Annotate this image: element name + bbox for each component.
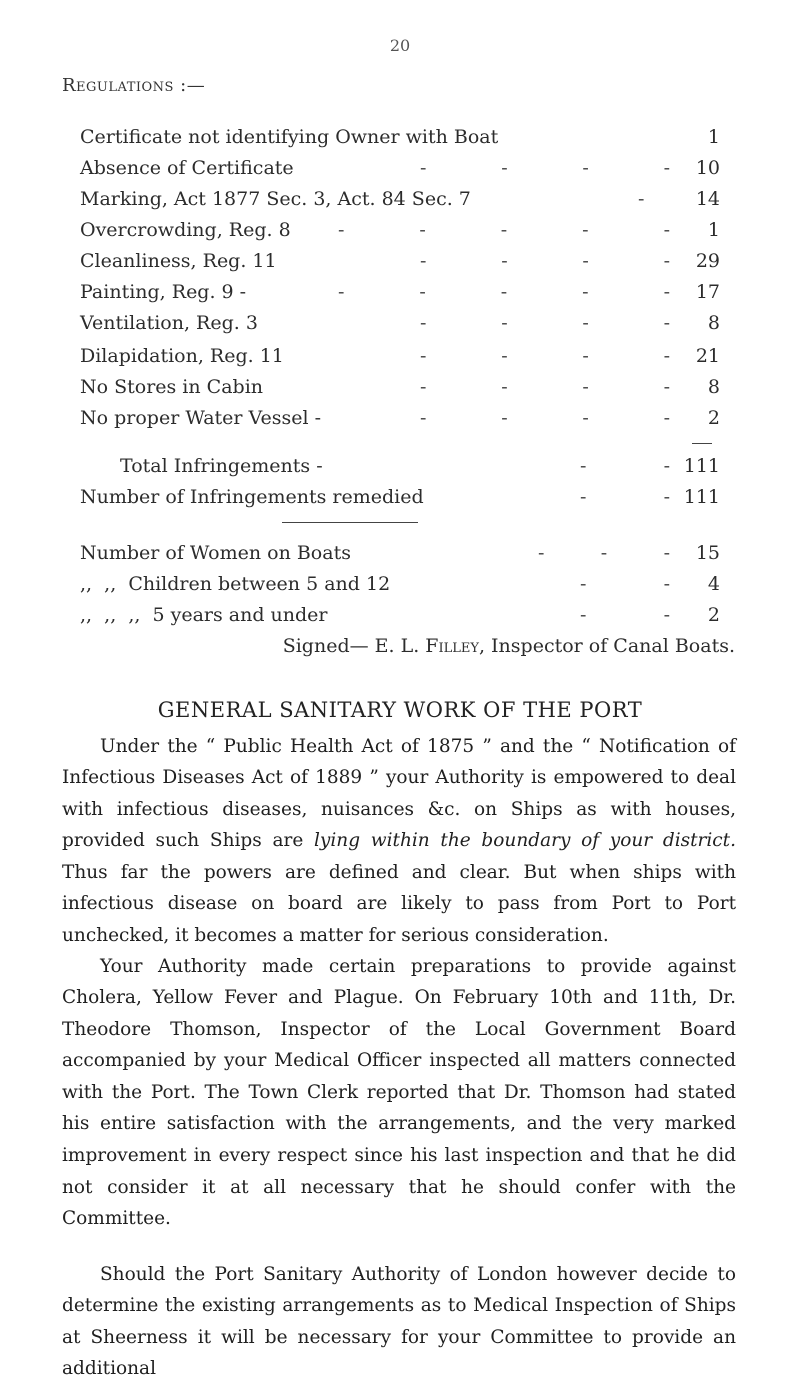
row-value: 8 [707, 312, 720, 334]
row-value: 29 [695, 250, 720, 272]
leader-dashes: - - [580, 573, 670, 595]
regulation-row [80, 157, 720, 183]
remedied-value: 111 [683, 486, 720, 508]
regulation-row [80, 126, 720, 152]
leader-dashes: - - - - - [338, 219, 670, 241]
row-value: 17 [695, 281, 720, 303]
row-value: 14 [695, 188, 720, 210]
children-under-five-row [80, 604, 720, 630]
leader-dashes: - - - - [420, 345, 670, 367]
leader-dashes: - [638, 188, 645, 210]
row-label: Cleanliness, Reg. 11 [80, 250, 277, 272]
leader-dashes: - - - - [420, 407, 670, 429]
signed-suffix: Inspector of Canal Boats. [491, 635, 735, 657]
regulation-row [80, 281, 720, 307]
row-label: No Stores in Cabin [80, 376, 264, 398]
paragraph-1: Under the “ Public Health Act of 1875 ” and the “ Notification of Infectious Diseases Act of 1889 ” your Authority is empowered to deal with infectious diseases, nuisances &c. on Ships as with houses, provided such Ships are lying within the boundary of your district. Thus far the powers are defined and clear. But when ships with infectious disease on board are likely to pass from Port to Port unchecked, it becomes a matter for serious consideration. [62, 735, 736, 947]
row-value: 4 [707, 573, 720, 595]
row-label: No proper Water Vessel - [80, 407, 322, 429]
leader-dashes: - - [580, 455, 670, 477]
row-value: 1 [707, 219, 720, 241]
leader-dashes: - - - - [420, 376, 670, 398]
row-label: Overcrowding, Reg. 8 [80, 219, 291, 241]
row-label: Dilapidation, Reg. 11 [80, 345, 284, 367]
section-divider [282, 522, 418, 523]
leader-dashes: - - - - [420, 157, 670, 179]
regulation-row [80, 219, 720, 245]
regulation-row [80, 345, 720, 371]
row-label: Painting, Reg. 9 - [80, 281, 247, 303]
leader-dashes: - - - [538, 542, 670, 564]
women-row [80, 542, 720, 568]
regulation-row [80, 376, 720, 402]
emphasis-text: lying within the boundary of your district. [314, 830, 736, 852]
leader-dashes: - - - - - [338, 281, 670, 303]
leader-dashes: - - [580, 604, 670, 626]
signed-prefix: Signed— E. L. [282, 635, 420, 657]
row-label: ,, ,, ,, 5 years and under [80, 604, 328, 626]
paragraph-2: Your Authority made certain preparations to provide against Cholera, Yellow Fever and Plague. On February 10th and 11th, Dr. Theodore Thomson, Inspector of the Local Government Board accompanied by your Medical Officer inspected all matters connected with the Port. The Town Clerk reported that Dr. Thomson had stated his entire satisfaction with the arrangements, and the very marked improvement in every respect since his last inspection and that he did not consider it at all necessary that he should confer with the Committee. [62, 955, 736, 1230]
total-label: Total Infringements - [120, 455, 323, 477]
section-title: GENERAL SANITARY WORK OF THE PORT [157, 698, 643, 722]
remedied-row [80, 486, 720, 512]
row-label: Ventilation, Reg. 3 [80, 312, 258, 334]
row-value: 8 [707, 376, 720, 398]
inspector-name: Filley, [425, 635, 485, 657]
total-row [80, 455, 720, 481]
row-value: 21 [695, 345, 720, 367]
row-value: 2 [707, 604, 720, 626]
row-label: Number of Women on Boats [80, 542, 351, 564]
children-row [80, 573, 720, 599]
row-value: 1 [707, 126, 720, 148]
signature-line [0, 635, 735, 657]
row-label: Absence of Certificate [80, 157, 294, 179]
regulations-heading: Regulations :— [62, 75, 206, 96]
row-value: 15 [695, 542, 720, 564]
regulation-row [80, 250, 720, 276]
leader-dashes: - - - - [420, 250, 670, 272]
remedied-label: Number of Infringements remedied [80, 486, 424, 508]
regulation-row [80, 188, 720, 214]
regulation-row [80, 407, 720, 433]
page-number: 20 [389, 36, 411, 55]
row-value: 2 [707, 407, 720, 429]
paragraph-3: Should the Port Sanitary Authority of London however decide to determine the existing arrangements as to Medical Inspection of Ships at Sheerness it will be necessary for your Committee to provide an additional [62, 1263, 736, 1380]
row-label: ,, ,, Children between 5 and 12 [80, 573, 391, 595]
row-label: Marking, Act 1877 Sec. 3, Act. 84 Sec. 7 [80, 188, 471, 210]
total-rule [692, 443, 712, 444]
regulation-row [80, 312, 720, 338]
row-label: Certificate not identifying Owner with Boat [80, 126, 499, 148]
row-value: 10 [695, 157, 720, 179]
total-value: 111 [683, 455, 720, 477]
leader-dashes: - - - - [420, 312, 670, 334]
leader-dashes: - - [580, 486, 670, 508]
